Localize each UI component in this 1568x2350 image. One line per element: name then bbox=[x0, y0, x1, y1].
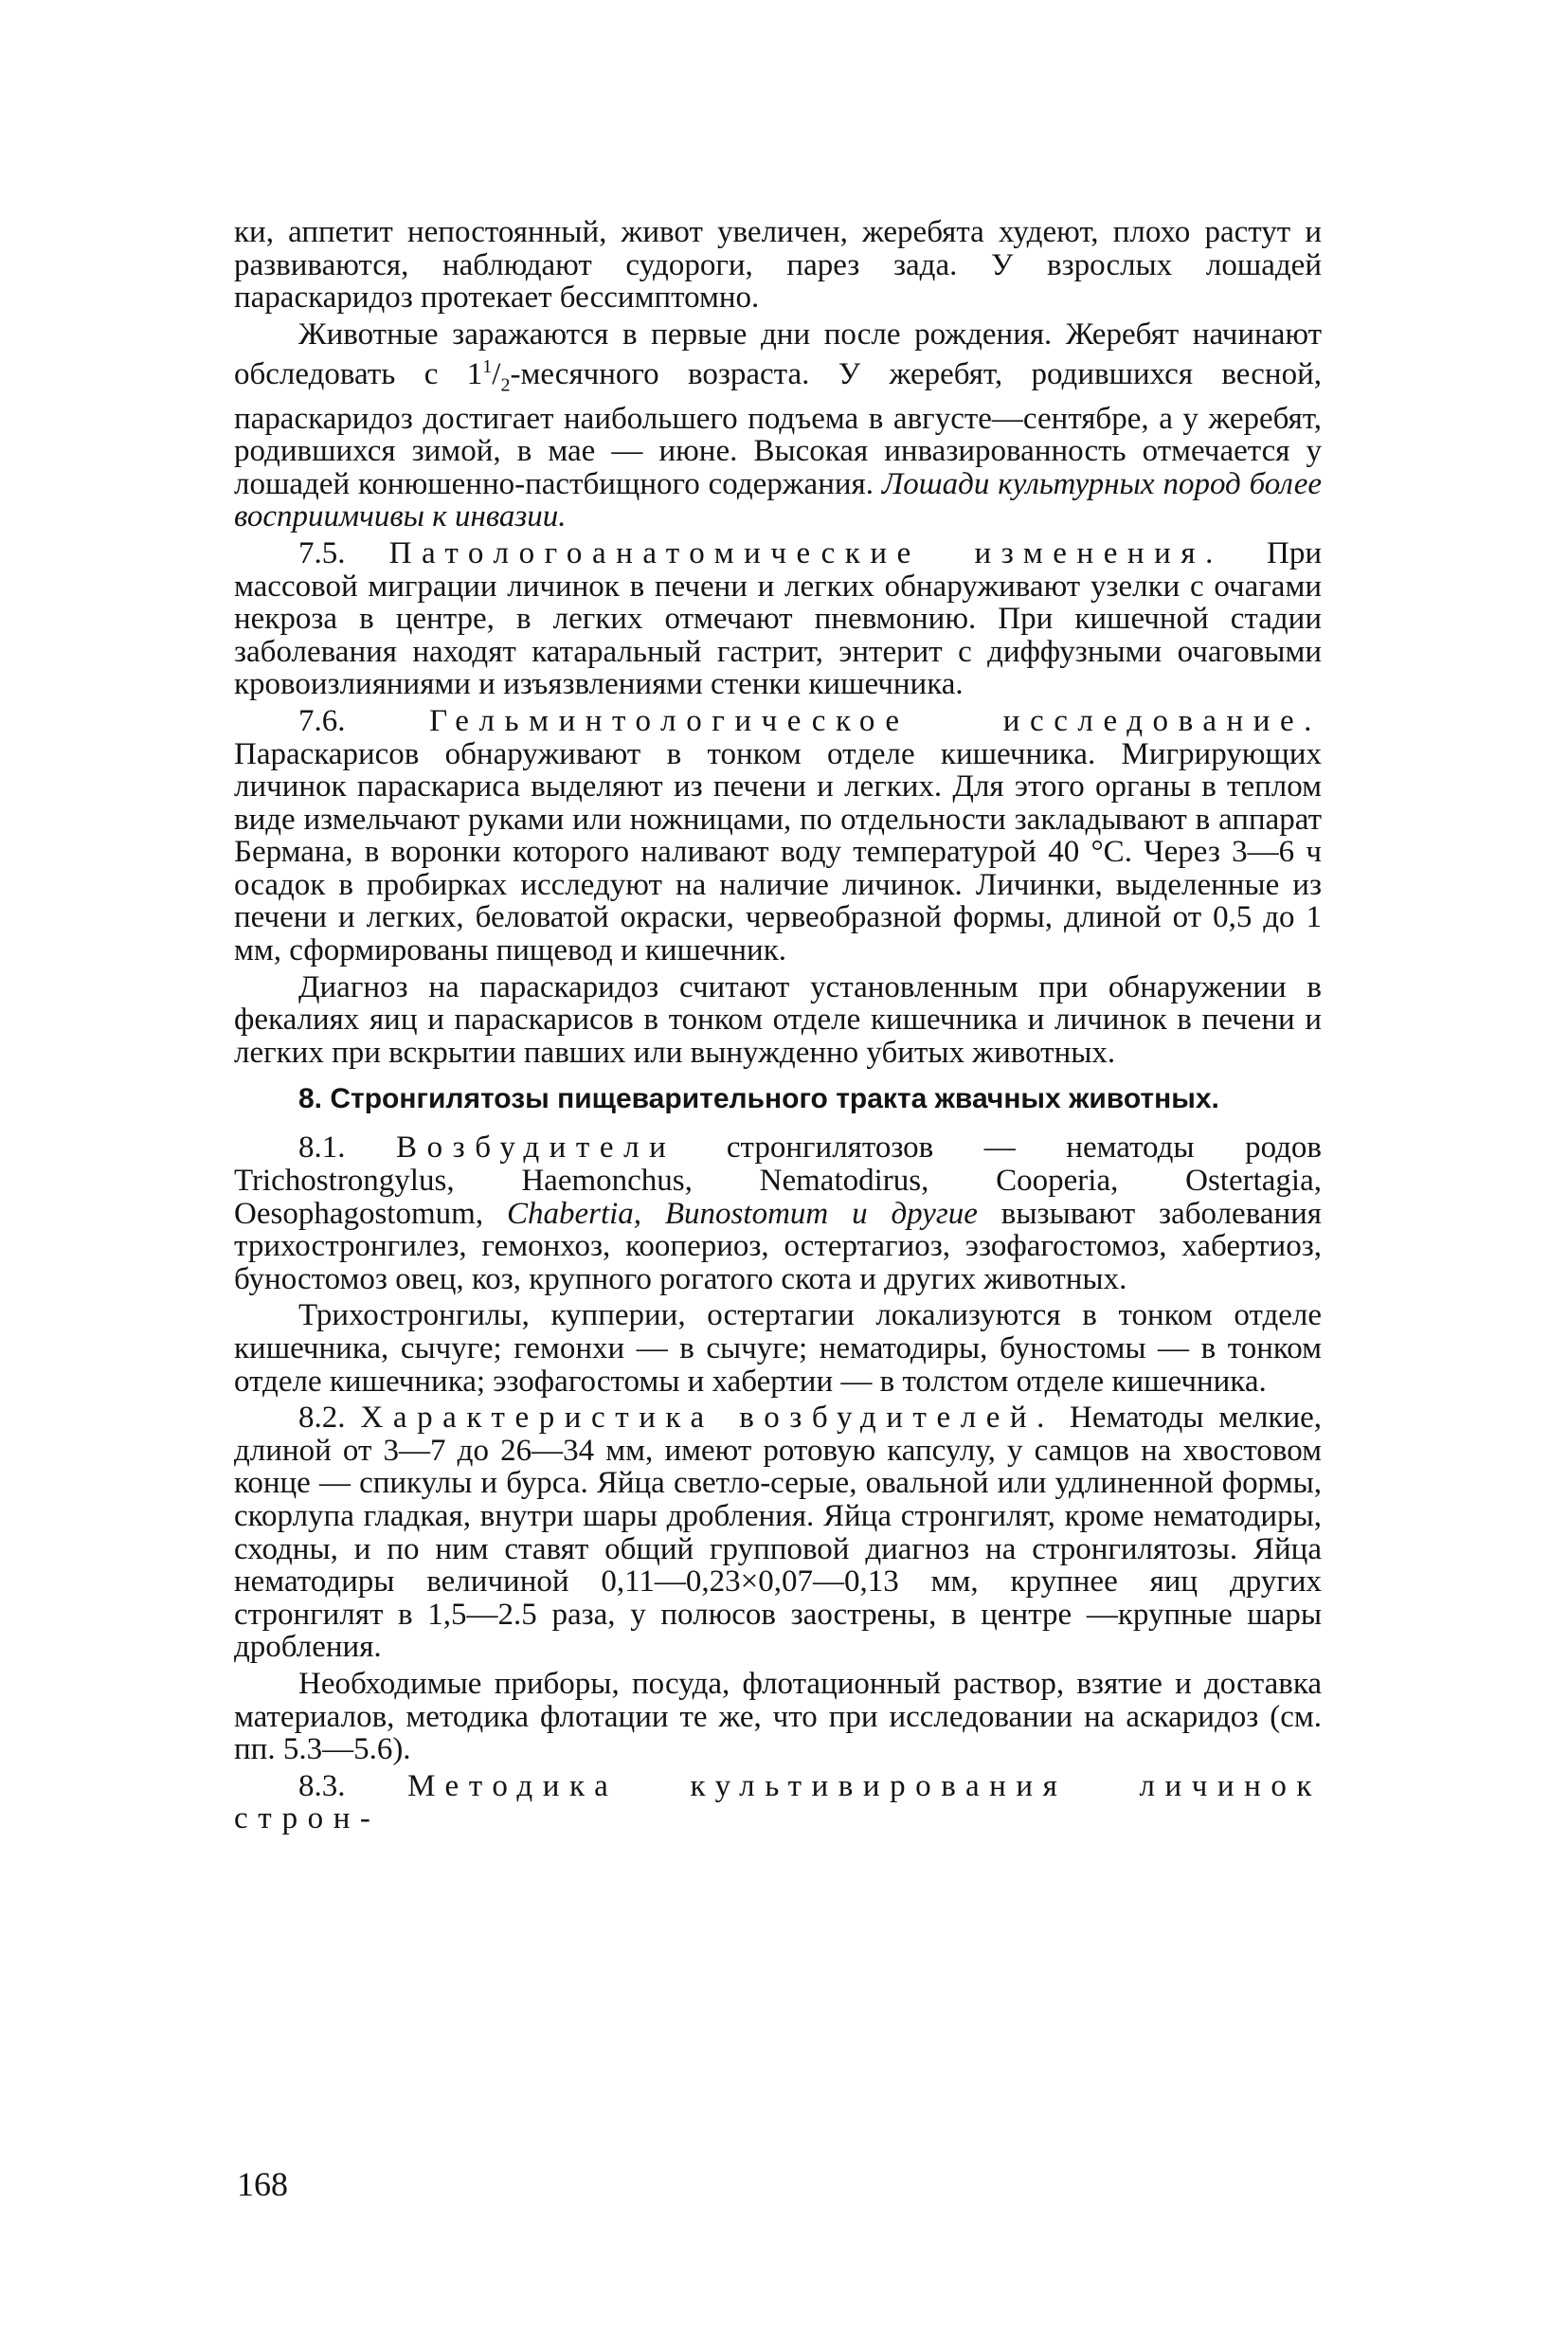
section-italic-text: Chabertia, Bunostomum и другие bbox=[506, 1196, 978, 1231]
paragraph-localization bbox=[234, 1299, 1322, 1398]
section-7-6 bbox=[234, 705, 1322, 967]
section-8-1 bbox=[234, 1131, 1322, 1295]
section-text: Параскарисов обнаруживают в тонком отделе кишечника. Мигрирующих личинок параскариса выделяют из печени и легких. Для этого органы в теплом виде измельчают руками или ножницами, по отдельности закладывают в аппарат Бермана, в воронки которого наливают воду температурой 40 °С. Через 3—6 ч осадок в пробирках исследуют на наличие личинок. Личинки, выделенные из печени и легких, беловатой окраски, червеобразной формы, длиной от 0,5 до 1 мм, сформированы пищевод и кишечник. bbox=[234, 736, 1322, 968]
section-title-spaced: Методика культивирования личинок строн- bbox=[234, 1768, 1322, 1836]
section-7-5 bbox=[234, 537, 1322, 701]
paragraph-diagnosis bbox=[234, 971, 1322, 1070]
section-number: 7.5. bbox=[298, 535, 346, 570]
section-title-spaced: Патологоанатомические изменения. bbox=[388, 535, 1223, 570]
section-text: стронгилятозов — нематоды родов Trichostrongylus, Haemonchus, Nematodirus, Cooperia, Ostertagia, Oesophagostomum, bbox=[234, 1130, 1323, 1231]
section-8-3 bbox=[234, 1770, 1322, 1835]
page-body bbox=[234, 216, 1322, 1835]
page-number: 168 bbox=[237, 2165, 288, 2203]
section-number: 8.3. bbox=[298, 1768, 346, 1803]
section-title-spaced: Характеристика возбудителей. bbox=[360, 1401, 1054, 1436]
section-title-spaced: Гельминтологическое исследование. bbox=[429, 703, 1322, 738]
section-text: При массовой миграции личинок в печени и легких обнаруживают узелки с очагами некроза в центре, в легких отмечают пневмонию. При кишечной стадии заболевания находят катаральный гастрит, энтерит с диффузными очаговыми кровоизлияниями и изъязвлениями стенки кишечника. bbox=[234, 535, 1323, 702]
section-text: Нематоды мелкие, длиной от 3—7 до 26—34 мм, имеют ротовую капсулу, у самцов на хвостовом конце — спикулы и бурса. Яйца светло-серые, овальной или удлиненной формы, скорлупа гладкая, внутри шары дробления. Яйца стронгилят, кроме нематодиры, сходны, и по ним ставят общий групповой диагноз на стронгилятозы. Яйца нематодиры величиной 0,11—0,23×0,07—0,13 мм, крупнее яиц других стронгилят в 1,5—2.5 раза, у полюсов заострены, в центре —крупные шары дробления. bbox=[234, 1401, 1323, 1665]
paragraph-equipment bbox=[234, 1668, 1322, 1766]
paragraph-infection-age: Животные заражаются в первые дни после рождения. Жеребят начинают обследовать с $1^1/_2$-месячного возраста. У жеребят, родившихся весной, параскаридоз достигает наибольшего подъема в августе—сентябре, а у жеребят, родившихся зимой, в мае — июне. Высокая инвазированность отмечается у лошадей конюшенно-пастбищного содержания. Лошади культурных пород более восприимчивы к инвазии. bbox=[234, 316, 1322, 534]
section-title-spaced: Возбудители bbox=[396, 1130, 676, 1166]
section-8-2 bbox=[234, 1401, 1322, 1664]
section-text: вызывают заболевания трихостронгилез, гемонхоз, коопериоз, остертагиоз, эзофагостомоз, хабертиоз, буностомоз овец, коз, крупного рогатого скота и других животных. bbox=[234, 1196, 1322, 1296]
paragraph-text: Необходимые приборы, посуда, флотационный раствор, взятие и доставка материалов, методика флотации те же, что при исследовании на аскаридоз (см. пп. 5.3—5.6). bbox=[234, 1666, 1322, 1767]
paragraph-text: Трихостронгилы, купперии, остертагии локализуются в тонком отделе кишечника, сычуге; гемонхи — в сычуге; нематодиры, буностомы — в тонком отделе кишечника; эзофагостомы и хабертии — в толстом отделе кишечника. bbox=[234, 1298, 1322, 1399]
section-number: 7.6. bbox=[298, 703, 346, 738]
paragraph-italic-text: Лошади культурных пород более восприимчивы к инвазии. bbox=[234, 466, 1322, 534]
paragraph-text: Животные заражаются в первые дни после рождения. Жеребят начинают обследовать с 1 bbox=[234, 316, 1322, 392]
paragraph-text: -месячного возраста. У жеребят, родившихся весной, параскаридоз достигает наибольшего подъема в августе—сентябре, а у жеребят, родившихся зимой, в мае — июне. Высокая инвазированность отмечается у лошадей конюшенно-пастбищного содержания. bbox=[234, 357, 1322, 501]
chapter-heading-8: 8. Стронгилятозы пищеварительного тракта жвачных животных. bbox=[298, 1083, 1219, 1115]
section-number: 8.1. bbox=[298, 1130, 346, 1166]
paragraph-text: ки, аппетит непостоянный, живот увеличен, жеребята худеют, плохо растут и развиваются, наблюдают судороги, парез зада. У взрослых лошадей параскаридоз протекает бессимптомно. bbox=[234, 215, 1322, 316]
fraction-denominator: 2 bbox=[500, 374, 511, 396]
paragraph-continued bbox=[234, 216, 1322, 315]
fraction-numerator: 1 bbox=[482, 356, 493, 378]
paragraph-text: Диагноз на параскаридоз считают установленным при обнаружении в фекалиях яиц и параскарисов в тонком отделе кишечника и личинок в печени и легких при вскрытии павших или вынужденно убитых животных. bbox=[234, 969, 1322, 1070]
section-number: 8.2. bbox=[298, 1401, 346, 1436]
